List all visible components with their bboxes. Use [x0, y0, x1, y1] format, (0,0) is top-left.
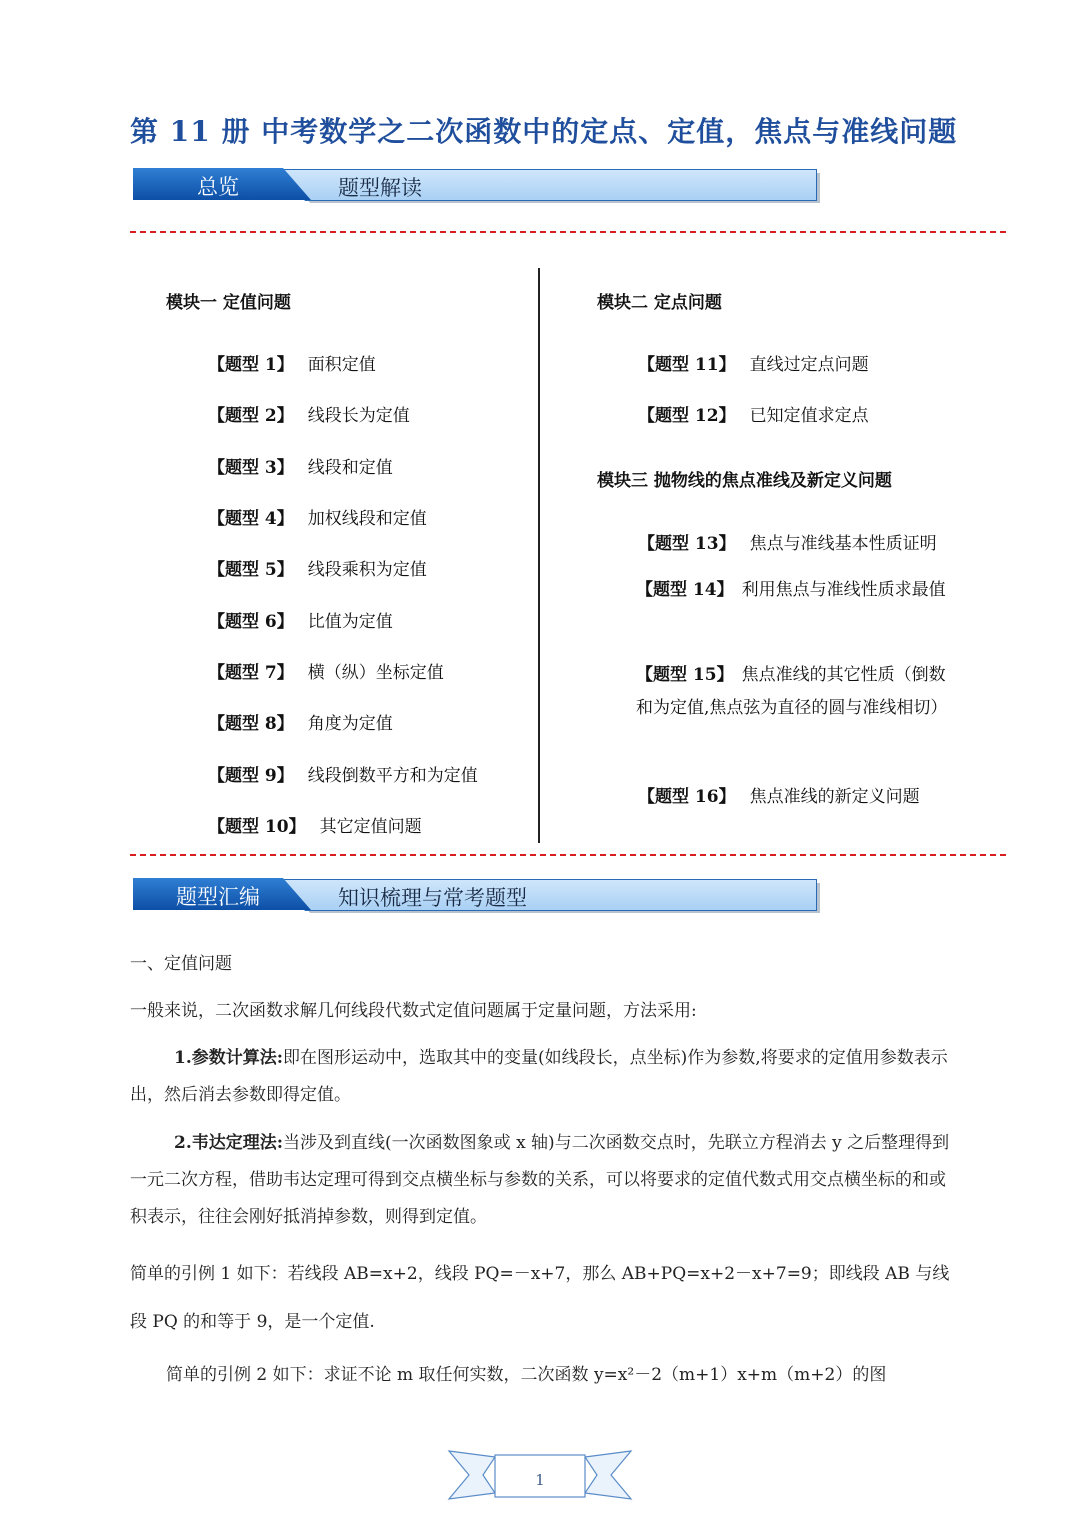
list-item: 【题型 2】 线段长为定值	[208, 406, 410, 426]
paragraph: 一般来说，二次函数求解几何线段代数式定值问题属于定量问题，方法采用:	[130, 1001, 697, 1021]
list-item: 【题型 14】 利用焦点与准线性质求最值	[636, 580, 946, 600]
banner-tail-label: 知识梳理与常考题型	[338, 886, 527, 910]
list-item: 【题型 4】 加权线段和定值	[208, 509, 427, 529]
list-item: 【题型 10】 其它定值问题	[208, 817, 422, 837]
list-item: 【题型 8】 角度为定值	[208, 714, 393, 734]
list-item: 【题型 9】 线段倒数平方和为定值	[208, 766, 478, 786]
list-item: 【题型 1】 面积定值	[208, 355, 376, 375]
list-item: 【题型 15】 焦点准线的其它性质（倒数和为定值,焦点弦为直径的圆与准线相切）	[636, 665, 948, 718]
paragraph: 简单的引例 1 如下：若线段 AB=x+2，线段 PQ=－x+7，那么 AB+PQ=x+2－x+7=9；即线段 AB 与线段 PQ 的和等于 9，是一个定值.	[130, 1264, 950, 1332]
page-number: 1	[535, 1471, 545, 1489]
module-heading: 模块二 定点问题	[597, 293, 722, 313]
section-banner-overview	[133, 168, 823, 208]
page-number-badge	[447, 1447, 633, 1503]
list-item: 【题型 6】 比值为定值	[208, 612, 393, 632]
section-banner-compilation	[133, 878, 823, 918]
module-heading: 模块一 定值问题	[166, 293, 291, 313]
banner-head-label: 题型汇编	[176, 885, 260, 909]
list-item: 【题型 16】 焦点准线的新定义问题	[638, 787, 920, 807]
page-title: 第 11 册 中考数学之二次函数中的定点、定值，焦点与准线问题	[130, 115, 958, 148]
divider-dashed	[130, 854, 1006, 856]
list-item: 【题型 13】 焦点与准线基本性质证明	[638, 534, 937, 554]
list-item: 【题型 7】 横（纵）坐标定值	[208, 663, 444, 683]
paragraph: 2.韦达定理法:当涉及到直线(一次函数图象或 x 轴)与二次函数交点时，先联立方程消去 y 之后整理得到一元二次方程，借助韦达定理可得到交点横坐标与参数的关系，可以将要求的定值代数式用交点横坐标的和或积表示，往往会刚好抵消掉参数，则得到定值。	[130, 1133, 950, 1227]
divider-dashed	[130, 231, 1006, 233]
list-item: 【题型 5】 线段乘积为定值	[208, 560, 427, 580]
list-item: 【题型 3】 线段和定值	[208, 458, 393, 478]
paragraph: 1.参数计算法:即在图形运动中，选取其中的变量(如线段长，点坐标)作为参数,将要求的定值用参数表示出，然后消去参数即得定值。	[130, 1048, 948, 1105]
section-heading: 一、定值问题	[130, 954, 232, 974]
module-heading: 模块三 抛物线的焦点准线及新定义问题	[597, 471, 892, 491]
banner-head-label: 总览	[197, 175, 239, 199]
list-item: 【题型 11】 直线过定点问题	[638, 355, 869, 375]
paragraph: 简单的引例 2 如下：求证不论 m 取任何实数，二次函数 y=x²－2（m+1）x+m（m+2）的图	[166, 1365, 887, 1385]
column-divider	[538, 268, 540, 843]
list-item: 【题型 12】 已知定值求定点	[638, 406, 869, 426]
banner-tail-label: 题型解读	[338, 176, 422, 200]
